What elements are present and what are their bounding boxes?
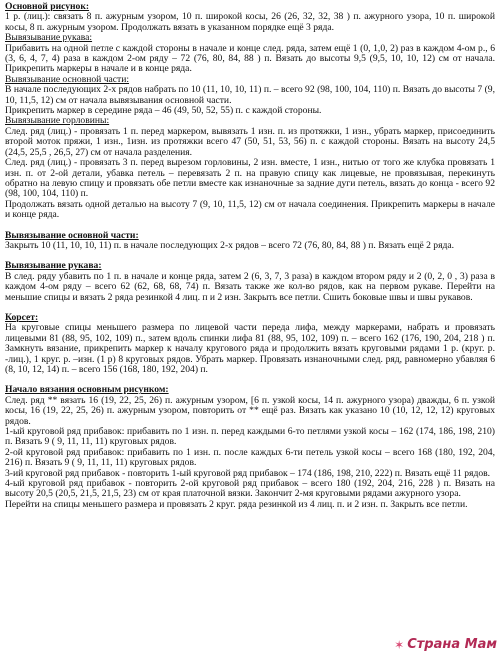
paragraph: В след. ряду убавить по 1 п. в начале и конце ряда, затем 2 (6, 3, 7, 3 раза) в каждом втором ряду и 2 (0, 2, 0 , 3) раза в каждом 4-ом ряду – всего 62 (62, 68, 68, 74) п. Вязать также же кол-во рядов, как на первом рукаве. Перейти на меньшие спицы и вязать 2 ряда резинкой 4 лиц. п и 2 изн. Закрыть все петли. Сшить боковые швы и швы рукавов. [5, 270, 495, 303]
paragraph: 1 р. (лиц.): связать 8 п. ажурным узором, 10 п. широкой косы, 26 (26, 32, 32, 38 ) п. ажурного узора, 10 п. широкой косы, 8 п. ажурным узором. Продолжать вязать в указанном порядке ещё 3 ряда. [5, 11, 495, 33]
section-title-main-pattern: Основной рисунок: [5, 1, 90, 12]
paragraph: 1-ый круговой ряд прибавок: прибавить по 1 изн. п. перед каждыми 6-то петлями узкой косы – 162 (174, 186, 198, 210) п. Вязать 9 ( 9, 11, 11, 11) круговых рядов. [5, 426, 495, 448]
paragraph: 2-ой круговой ряд прибавок: прибавить по 1 изн. п. после каждых 6-ти петель узкой косы – всего 168 (180, 192, 204, 216) п. Вязать 9 ( 9, 11, 11, 11) круговых рядов. [5, 446, 495, 469]
section-title-main-part: Вывязывание основной части: [5, 229, 139, 241]
paragraph: В начале последующих 2-х рядов набрать по 10 (11, 10, 10, 11) п. – всего 92 (98, 100, 104, 110) п. Вязать до высоты 7 (9, 10, 11,5, 12) см от начала вывязывания основной части. [5, 84, 495, 106]
subheading-sleeves: Вывязывание рукава: [5, 32, 93, 44]
watermark-text: Страна Мам [407, 636, 497, 652]
paragraph: След. ряд ** вязать 16 (19, 22, 25, 26) п. ажурным узором, [6 п. узкой косы, 14 п. ажурного узора) дважды, 6 п. узкой косы, 16 (19, 22, 25, 26) п. ажурным узором, повторить от ** ещё раз. Вязать как указано 10 (10, 12, 12, 12) круговых рядов. [5, 394, 495, 427]
subheading-main-part: Вывязывание основной части: [5, 73, 130, 85]
subheading-neckline: Вывязывание горловины: [5, 115, 110, 127]
paragraph: Продолжать вязать одной деталью на высоту 7 (9, 10, 11,5, 12) см от начала соединения. Прикрепить маркеры в начале и конце ряда. [5, 198, 495, 221]
paragraph: Закрыть 10 (11, 10, 10, 11) п. в начале последующих 2-х рядов – всего 72 (76, 80, 84, 88 ) п. Вязать ещё 2 ряда. [5, 239, 455, 251]
instructions-page [5, 2, 495, 510]
section-title-start-pattern: Начало вязания основным рисунком: [5, 384, 169, 396]
paragraph: 3-ий круговой ряд прибавок - повторить 1-ый круговой ряд прибавок – 174 (186, 198, 210, 222) п. Вязать ещё 11 рядов. [5, 467, 491, 479]
site-watermark [394, 636, 497, 652]
paragraph: Перейти на спицы меньшего размера и провязать 2 круг. ряда резинкой из 4 лиц. п. и 2 изн. п. Закрыть все петли. [5, 498, 468, 510]
paragraph: На круговые спицы меньшего размера по лицевой части переда лифа, между маркерами, набрать и провязать лицевыми 81 (88, 95, 102, 109) п., затем вдоль спинки лифа 81 (88, 95, 102, 109) п. – всего 162 (176, 190, 204, 218 ) п. Замкнуть вязание, прикрепить маркер к началу кругового ряда и продолжить вязать круговыми рядами 1 р. (круг. р. -лиц.), 1 круг. р. –изн. (1 р) 8 круговых рядов. Убрать маркер. Провязать изнаночными след. ряд, равномерно убавляя 6 (8, 10, 12, 14) п. – всего 156 (168, 180, 192, 204) п. [5, 322, 495, 375]
paragraph: Прикрепить маркер в середине ряда – 46 (49, 50, 52, 55) п. с каждой стороны. [5, 105, 322, 117]
star-icon: ✶ [394, 637, 405, 652]
paragraph: Прибавить на одной петле с каждой стороны в начале и конце след. ряда, затем ещё 1 (0, 1,0, 2) раз в каждом 4-ом р., 6 (3, 6, 4, 7, 4) раза в каждом 2-ом ряду – 72 (76, 80, 84, 88 ) п. Вязать до высоты 9,5 (9,5, 10, 10, 12) см от начала. Прикрепить маркеры в начале и в конце ряда. [5, 42, 495, 75]
paragraph: След. ряд (лиц.) - провязать 3 п. перед вырезом горловины, 2 изн. вместе, 1 изн., нитью от того же клубка провязать 1 изн. п. от 2-ой детали, убавка петель – перевязать 2 п. на правую спицу как лицевые, не провязывая, перекинуть обратно на левую спицу и провязать обе петли вместе как изнаночные за задние дуги петель, вязать до конца - всего 92 (98, 100, 104, 110) п. [5, 157, 495, 200]
section-title-corset: Корсет: [5, 311, 39, 323]
paragraph: След. ряд (лиц.) - провязать 1 п. перед маркером, вывязать 1 изн. п. из протяжки, 1 изн., убрать маркер, присоединить второй моток пряжи, 1 изн., 1изн. из протяжки всего 47 (50, 51, 53, 56) п. с каждой стороны. Вязать на высоту 24,5 (24,5, 25,5 , 26,5, 27) см от начала разделения. [5, 125, 495, 158]
paragraph: 4-ый круговой ряд прибавок - повторить 2-ой круговой ряд прибавок – всего 180 (192, 204, 216, 228 ) п. Вязать на высоту 20,5 (20,5, 21,5, 21,5, 23) см от края платочной вязки. Закончит 2-мя круговыми рядами ажурного узора. [5, 478, 495, 500]
section-title-sleeve: Вывязывание рукава: [5, 260, 102, 272]
